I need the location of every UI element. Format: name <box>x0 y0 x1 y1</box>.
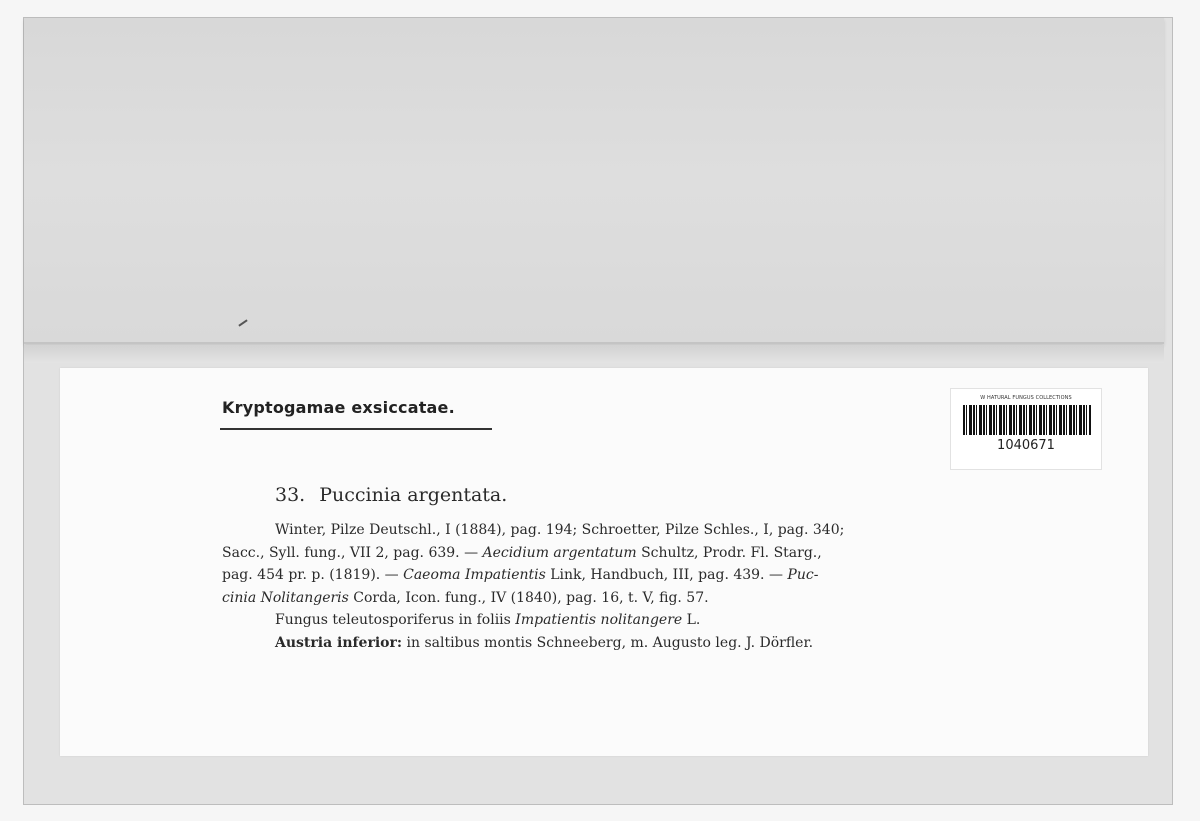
reference-text: Winter, Pilze Deutschl., I (1884), pag. 194; Schroetter, Pilze Schles., I, pag. 340; <box>275 522 845 538</box>
host-text: L. <box>682 612 701 629</box>
host-line <box>222 609 1044 632</box>
reference-text: Corda, Icon. fung., IV (1840), pag. 16, t. V, fig. 57. <box>348 589 709 606</box>
synonym-name: Puc- <box>787 567 819 584</box>
host-name: Impatientis nolitangere <box>515 612 683 629</box>
reference-line-1 <box>222 519 1044 542</box>
reference-text: Schultz, Prodr. Fl. Starg., <box>636 544 822 561</box>
synonym-name: cinia Nolitangeris <box>222 589 349 606</box>
locality-text: in saltibus montis Schneeberg, m. Augusto leg. J. Dörfler. <box>402 634 814 651</box>
barcode-label <box>950 388 1102 470</box>
reference-text: pag. 454 pr. p. (1819). — <box>222 567 404 584</box>
synonym-name: Caeoma Impatientis <box>403 567 546 584</box>
locality-region: Austria inferior: <box>275 634 403 651</box>
reference-line-3 <box>222 564 1044 587</box>
reference-text: Link, Handbuch, III, pag. 439. — <box>545 567 788 584</box>
packet-flap <box>24 18 1164 344</box>
barcode-institution: W HATURAL FUNGUS COLLECTIONS <box>980 395 1072 401</box>
locality-line <box>222 632 1044 655</box>
series-header: Kryptogamae exsiccatae. <box>222 398 455 417</box>
reference-line-4 <box>222 587 1044 610</box>
synonym-name: Aecidium argentatum <box>482 544 637 561</box>
barcode-bars <box>963 405 1091 435</box>
reference-text: Sacc., Syll. fung., VII 2, pag. 639. — <box>222 544 483 561</box>
packet-fold <box>24 345 1164 363</box>
barcode-number: 1040671 <box>997 438 1055 453</box>
specimen-title <box>275 484 507 506</box>
reference-line-2 <box>222 542 1044 565</box>
host-text: Fungus teleutosporiferus in foliis <box>275 612 516 629</box>
specimen-number: 33. <box>275 484 306 506</box>
specimen-name: Puccinia argentata. <box>319 484 508 506</box>
header-underline <box>220 428 492 430</box>
label-text <box>222 519 1044 655</box>
